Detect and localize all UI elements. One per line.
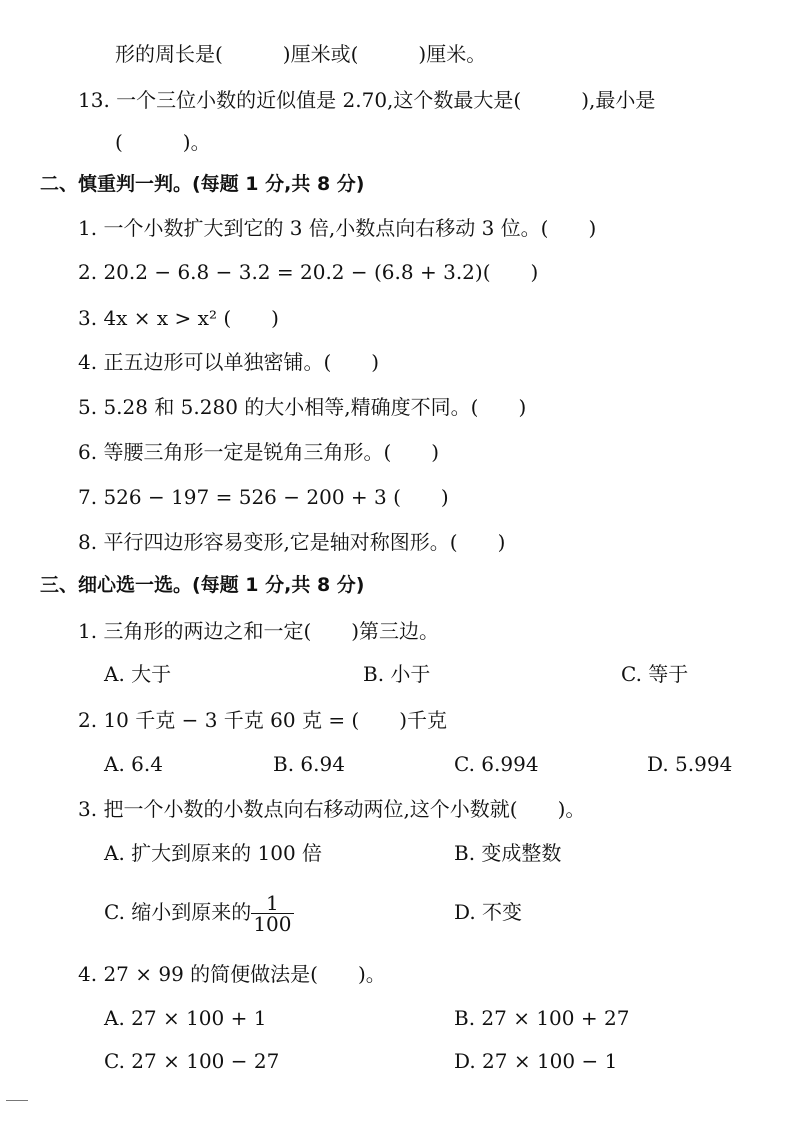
choice-q1-option-b: B. 小于 [363,662,431,686]
choice-q1-option-a: A. 大于 [104,662,172,686]
judge-item-1: 1. 一个小数扩大到它的 3 倍,小数点向右移动 3 位。( ) [78,216,597,240]
choice-q4-option-a: A. 27 × 100 + 1 [104,1006,267,1030]
judge-item-8: 8. 平行四边形容易变形,它是轴对称图形。( ) [78,530,506,554]
choice-q3-option-c-text: C. 缩小到原来的 [104,900,252,924]
choice-q3-option-c [104,886,294,938]
judge-item-7: 7. 526 − 197 = 526 − 200 + 3 ( ) [78,485,449,509]
judge-item-3: 3. 4x × x > x² ( ) [78,306,279,330]
judge-item-2: 2. 20.2 − 6.8 − 3.2 = 20.2 − (6.8 + 3.2)( ) [78,260,539,284]
choice-q2-option-a: A. 6.4 [104,752,163,776]
q12-continuation: 形的周长是( )厘米或( )厘米。 [115,42,487,66]
choice-q3-option-b: B. 变成整数 [454,841,562,865]
q13-continuation: ( )。 [115,130,211,154]
choice-q2-option-d: D. 5.994 [647,752,733,776]
judge-item-5: 5. 5.28 和 5.280 的大小相等,精确度不同。( ) [78,395,527,419]
choice-q3-option-a: A. 扩大到原来的 100 倍 [104,841,323,865]
choice-q2-option-b: B. 6.94 [273,752,345,776]
choice-q1-option-c: C. 等于 [621,662,689,686]
judge-item-6: 6. 等腰三角形一定是锐角三角形。( ) [78,440,440,464]
choice-q4: 4. 27 × 99 的简便做法是( )。 [78,962,386,986]
judge-item-4: 4. 正五边形可以单独密铺。( ) [78,350,380,374]
fraction-numerator: 1 [251,893,293,914]
q13-text: 13. 一个三位小数的近似值是 2.70,这个数最大是( ),最小是 [78,88,656,112]
choice-q1: 1. 三角形的两边之和一定( )第三边。 [78,619,440,643]
section-2-heading: 二、慎重判一判。(每题 1 分,共 8 分) [40,173,365,195]
choice-q3: 3. 把一个小数的小数点向右移动两位,这个小数就( )。 [78,797,586,821]
choice-q2-option-c: C. 6.994 [454,752,539,776]
choice-q4-option-b: B. 27 × 100 + 27 [454,1006,630,1030]
fraction-one-hundredth [251,893,293,934]
choice-q4-option-c: C. 27 × 100 − 27 [104,1049,280,1073]
margin-mark [6,1100,28,1101]
section-3-heading: 三、细心选一选。(每题 1 分,共 8 分) [40,574,365,596]
choice-q4-option-d: D. 27 × 100 − 1 [454,1049,618,1073]
fraction-denominator: 100 [253,912,292,936]
choice-q2: 2. 10 千克 − 3 千克 60 克 = ( )千克 [78,708,448,732]
choice-q3-option-d: D. 不变 [454,900,523,924]
